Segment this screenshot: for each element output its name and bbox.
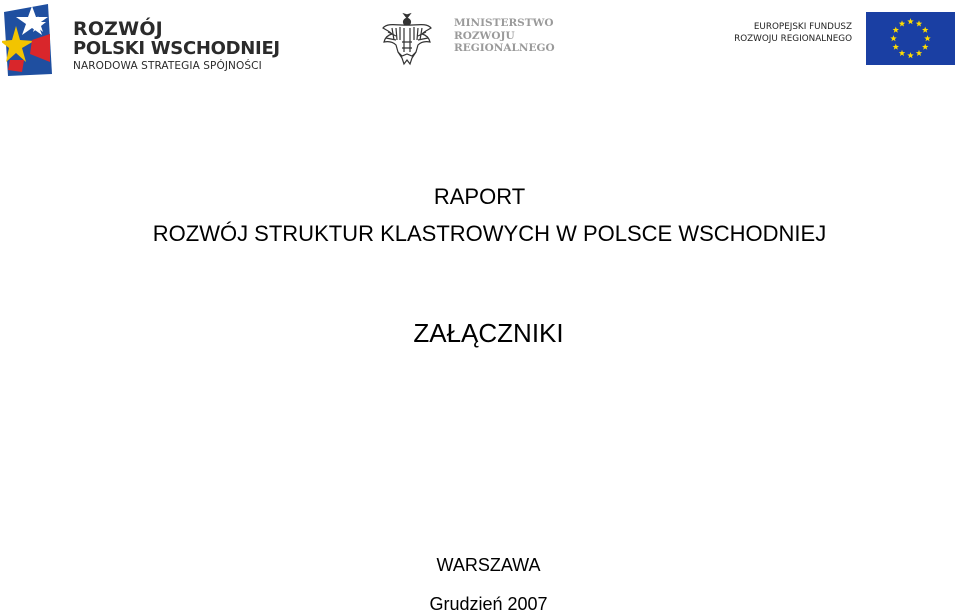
ministry-name xyxy=(454,17,555,55)
eu-flag-icon xyxy=(866,12,955,65)
logo-rpw-line2: POLSKI WSCHODNIEJ xyxy=(73,38,280,59)
white-eagle-emblem-icon xyxy=(380,12,434,66)
city: WARSZAWA xyxy=(436,555,541,575)
rozwoj-polski-wschodniej-logo xyxy=(0,2,295,78)
ministry-name-line3: REGIONALNEGO xyxy=(454,42,555,54)
report-label: RAPORT xyxy=(433,184,526,209)
logo-rpw-line1: ROZWÓJ xyxy=(73,18,163,40)
ministry-name-line2: ROZWOJU xyxy=(454,29,515,42)
report-title: ROZWÓJ STRUKTUR KLASTROWYCH W POLSCE WSCHODNIEJ xyxy=(152,221,827,246)
eu-fund-name xyxy=(734,21,852,45)
eu-fund-logo xyxy=(730,10,958,68)
annex-heading: ZAŁĄCZNIKI xyxy=(413,318,564,348)
logo-rpw-line3: NARODOWA STRATEGIA SPÓJNOŚCI xyxy=(73,60,262,72)
eu-fund-line2: ROZWOJU REGIONALNEGO xyxy=(734,34,852,44)
eu-fund-line1: EUROPEJSKI FUNDUSZ xyxy=(753,22,852,32)
ministry-name-line1: MINISTERSTWO xyxy=(454,17,554,29)
ministry-logo xyxy=(380,10,580,70)
star-emblem-icon xyxy=(2,4,54,76)
header-logos xyxy=(0,0,959,80)
date: Grudzień 2007 xyxy=(429,594,548,612)
